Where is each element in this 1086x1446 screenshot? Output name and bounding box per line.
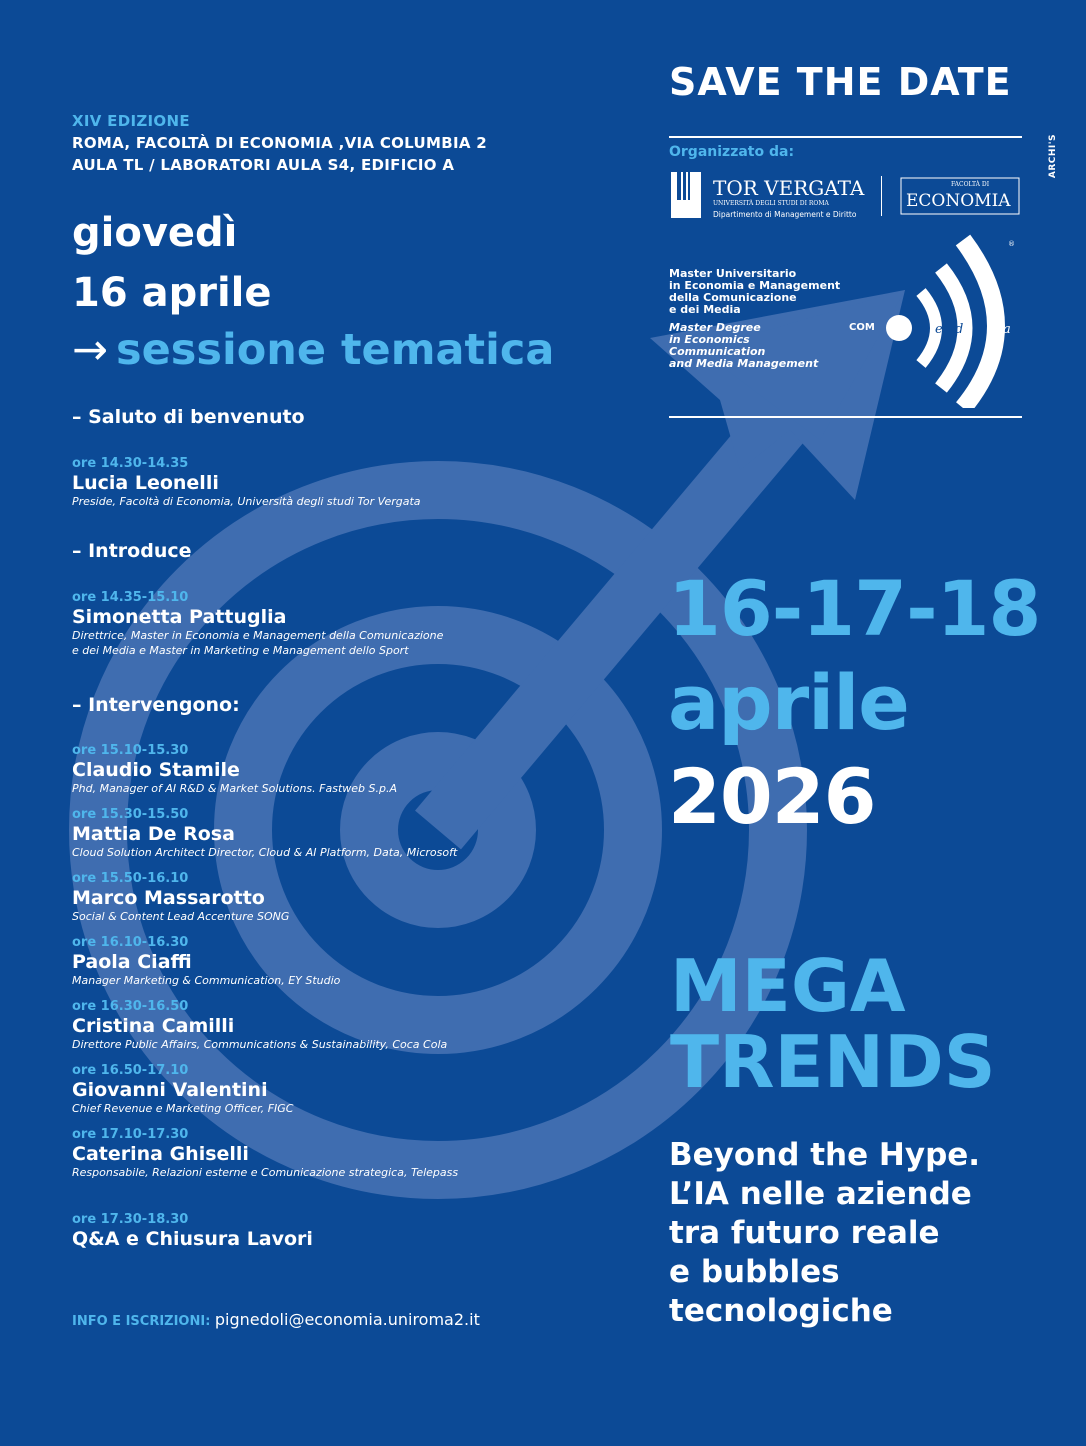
archis-credit: ARCHI'S: [1048, 134, 1058, 179]
econ-small: FACOLTÀ DI: [951, 181, 990, 188]
slot-time: ore 14.30-14.35: [72, 456, 189, 471]
slot-time: ore 15.10-15.30: [72, 743, 189, 758]
edition-label: XIV EDIZIONE: [72, 112, 190, 130]
dates-range: 16-17-18: [668, 564, 1041, 653]
media-letter: d: [955, 322, 964, 337]
speaker-name: Paola Ciaffi: [72, 951, 192, 973]
program-item: [72, 1212, 592, 1250]
commedia-dot-icon: [886, 315, 912, 341]
tv-sub: UNIVERSITÀ DEGLI STUDI DI ROMA: [713, 200, 829, 207]
master-italian: [669, 268, 840, 316]
commedia-logo: [669, 232, 1029, 408]
speaker-role: Preside, Facoltà di Economia, Università degli studi Tor Vergata: [72, 495, 421, 508]
event-header: [72, 110, 487, 176]
dates-year: 2026: [668, 752, 876, 841]
tagline-line: Beyond the Hype.: [669, 1137, 981, 1173]
info-line: [72, 1310, 480, 1329]
speaker-role: Direttrice, Master in Economia e Management della Comunicazione: [72, 629, 444, 642]
speaker-role: Direttore Public Affairs, Communications & Sustainability, Coca Cola: [72, 1038, 448, 1051]
master-english: [669, 322, 818, 370]
dates-month: aprile: [668, 658, 909, 747]
slot-time: ore 16.30-16.50: [72, 999, 189, 1014]
weekday-title: giovedì: [72, 210, 238, 256]
tagline-line: tra futuro reale: [669, 1215, 940, 1251]
info-label: INFO E ISCRIZIONI:: [72, 1314, 211, 1329]
slot-time: ore 16.50-17.10: [72, 1063, 189, 1078]
tagline-line: tecnologiche: [669, 1293, 893, 1329]
organizer-logos: [669, 170, 1021, 222]
slot-time: ore 14.35-15.10: [72, 590, 189, 605]
session-title: [72, 324, 554, 376]
trends-label: TRENDS: [670, 1020, 996, 1104]
divider: [669, 136, 1022, 138]
master-line: Master Degree: [669, 321, 761, 334]
slot-time: ore 17.10-17.30: [72, 1127, 189, 1142]
program-item: [72, 1063, 592, 1116]
organized-by-label: Organizzato da:: [669, 144, 795, 160]
rooms-line: AULA TL / LABORATORI AULA S4, EDIFICIO A: [72, 156, 455, 174]
economia-logo: ECONOMIA: [906, 191, 1011, 211]
location-line: ROMA, FACOLTÀ DI ECONOMIA ,VIA COLUMBIA 2: [72, 134, 487, 152]
divider: [669, 416, 1022, 418]
speaker-role: Phd, Manager of AI R&D & Market Solutions. Fastweb S.p.A: [72, 782, 397, 795]
master-line: and Media Management: [669, 357, 819, 370]
media-letter: m: [914, 322, 927, 337]
save-the-date-title: SAVE THE DATE: [669, 60, 1012, 104]
slot-time: ore 15.30-15.50: [72, 807, 189, 822]
master-line: in Economics: [669, 333, 750, 346]
program-item: [72, 871, 592, 924]
master-line: in Economia e Management: [669, 279, 841, 292]
speaker-name: Giovanni Valentini: [72, 1079, 268, 1101]
slot-time: ore 17.30-18.30: [72, 1212, 189, 1227]
speaker-name: Marco Massarotto: [72, 887, 265, 909]
speaker-role: Chief Revenue e Marketing Officer, FIGC: [72, 1102, 294, 1115]
master-line: Communication: [669, 345, 766, 358]
program-item: [72, 1127, 592, 1180]
speaker-name: Claudio Stamile: [72, 759, 240, 781]
closing-label: Q&A e Chiusura Lavori: [72, 1228, 313, 1250]
master-line: Master Universitario: [669, 267, 797, 280]
speaker-role: Manager Marketing & Communication, EY Studio: [72, 974, 341, 987]
tagline-line: L’IA nelle aziende: [669, 1176, 972, 1212]
speaker-name: Simonetta Pattuglia: [72, 606, 287, 628]
tagline-line: e bubbles: [669, 1254, 840, 1290]
speaker-role-line2: e dei Media e Master in Marketing e Management dello Sport: [72, 644, 409, 657]
com-label: COM: [849, 322, 875, 333]
program-item: [72, 999, 592, 1052]
speaker-role: Cloud Solution Architect Director, Cloud & AI Platform, Data, Microsoft: [72, 846, 458, 859]
section-intro: – Introduce: [72, 540, 192, 562]
session-label: sessione tematica: [116, 325, 555, 375]
svg-text:®: ®: [1008, 240, 1015, 248]
arrow-right-icon: →: [72, 325, 109, 375]
speaker-name: Caterina Ghiselli: [72, 1143, 249, 1165]
tagline: [669, 1136, 980, 1331]
section-welcome: – Saluto di benvenuto: [72, 406, 305, 428]
program-item: [72, 935, 592, 988]
mega-label: MEGA: [670, 944, 906, 1028]
speaker-name: Cristina Camilli: [72, 1015, 235, 1037]
section-speakers: – Intervengono:: [72, 694, 240, 716]
date-title: 16 aprile: [72, 270, 272, 316]
slot-time: ore 16.10-16.30: [72, 935, 189, 950]
speaker-name: Mattia De Rosa: [72, 823, 235, 845]
speaker-role: Responsabile, Relazioni esterne e Comunicazione strategica, Telepass: [72, 1166, 459, 1179]
speaker-name: Lucia Leonelli: [72, 472, 219, 494]
tv-dept: Dipartimento di Management e Diritto: [713, 210, 857, 219]
master-line: e dei Media: [669, 303, 741, 316]
media-letter: e: [935, 322, 943, 337]
program-item: [72, 456, 592, 509]
info-email-link[interactable]: pignedoli@economia.uniroma2.it: [214, 1310, 480, 1329]
mega-trends-title: [670, 944, 996, 1104]
program-item: [72, 743, 592, 796]
master-line: della Comunicazione: [669, 291, 797, 304]
media-letter: i: [978, 322, 983, 337]
event-dates: [668, 562, 1040, 844]
program-item: [72, 590, 592, 658]
media-letter: a: [1003, 322, 1011, 337]
slot-time: ore 15.50-16.10: [72, 871, 189, 886]
speaker-role: Social & Content Lead Accenture SONG: [72, 910, 290, 923]
tv-name: TOR VERGATA: [713, 176, 865, 200]
program-item: [72, 807, 592, 860]
